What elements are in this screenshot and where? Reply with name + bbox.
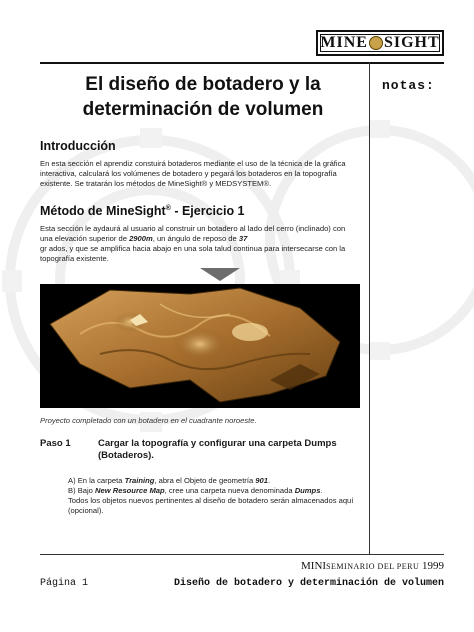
step-items xyxy=(68,476,360,516)
step-item-b-prefix: B) Bajo xyxy=(68,486,96,495)
method-line-4: topografía existente. xyxy=(40,254,109,263)
minesight-logo xyxy=(316,30,444,56)
page-number: Página 1 xyxy=(40,578,89,589)
dumps-folder: Dumps xyxy=(294,486,321,495)
method-line-2-pre: una elevación superior de xyxy=(40,234,130,243)
seminar-footer xyxy=(301,560,444,572)
bottom-divider xyxy=(40,554,444,555)
logo-text-a: MINE xyxy=(320,34,368,51)
notes-label: notas: xyxy=(382,78,435,93)
step-item-b-end: . xyxy=(320,486,323,495)
notes-column-divider xyxy=(369,62,370,554)
method-line-1: Esta sección le aydaurá al usuario al construir un botadero al lado del cerro (inclinado) con xyxy=(40,224,346,233)
intro-heading: Introducción xyxy=(40,139,116,153)
method-heading xyxy=(40,204,245,218)
step-item-a-prefix: A) En la carpeta xyxy=(68,476,125,485)
step-item-a-end: . xyxy=(267,476,271,485)
step-note-line-1: Todos los objetos nuevos pertinentes al diseño de botadero serán almacenados aquí xyxy=(68,496,354,505)
step-item-b xyxy=(68,486,360,496)
intro-line-1: En esta sección el aprendiz constuirá botaderos mediante el uso de la técnica de la gráfica xyxy=(40,159,346,168)
step-item-a xyxy=(68,476,360,486)
step-note-line-2: (opcional). xyxy=(68,506,104,515)
intro-line-3: existente. Se tratarán los métodos de MineSight® y MEDSYSTEM®. xyxy=(40,179,272,188)
training-folder: Training xyxy=(124,476,155,485)
logo-text-b: SIGHT xyxy=(383,34,440,51)
method-paragraph xyxy=(40,224,358,264)
step-label: Paso 1 xyxy=(40,438,71,449)
title-line-1: El diseño de botadero y la xyxy=(85,74,321,95)
down-arrow-icon xyxy=(200,268,240,281)
intro-line-2: interactiva, calculará los volúmenes de botadero y pegará los botaderos en la topografía xyxy=(40,169,337,178)
angle-value: 37 xyxy=(238,234,248,243)
registered-mark: ® xyxy=(165,204,171,212)
step-title: Cargar la topografía y configurar una carpeta Dumps (Botaderos). xyxy=(98,438,337,461)
chapter-title: Diseño de botadero y determinación de volumen xyxy=(173,578,444,589)
method-heading-tail: - Ejercicio 1 xyxy=(170,204,245,218)
intro-paragraph xyxy=(40,159,358,189)
elevation-value: 2900m xyxy=(129,234,153,243)
resource-map: New Resource Map xyxy=(95,486,165,495)
object-901: 901 xyxy=(255,476,268,485)
seminar-year: 1999 xyxy=(419,560,444,572)
seminar-name: SEMINARIO DEL PERU xyxy=(326,562,420,571)
top-divider xyxy=(40,62,444,64)
method-line-2-mid: , un ángulo de reposo de xyxy=(152,234,239,243)
method-line-2 xyxy=(40,234,358,244)
method-heading-main: Método de MineSight xyxy=(40,204,166,218)
title-line-2: determinación de volumen xyxy=(82,99,324,120)
seminar-m: MINI xyxy=(301,560,327,572)
figure-caption: Proyecto completado con un botadero en el cuadrante noroeste. xyxy=(40,416,257,425)
method-line-3: gr ados, y que se amplifica hacia abajo en una sola talud continua para intersecarse con la xyxy=(40,244,346,253)
page-title xyxy=(40,72,366,122)
step-item-a-mid: , abra el Objeto de geometría xyxy=(154,476,256,485)
step-item-b-mid: , cree una carpeta nueva denominada xyxy=(164,486,295,495)
terrain-image xyxy=(40,284,360,408)
